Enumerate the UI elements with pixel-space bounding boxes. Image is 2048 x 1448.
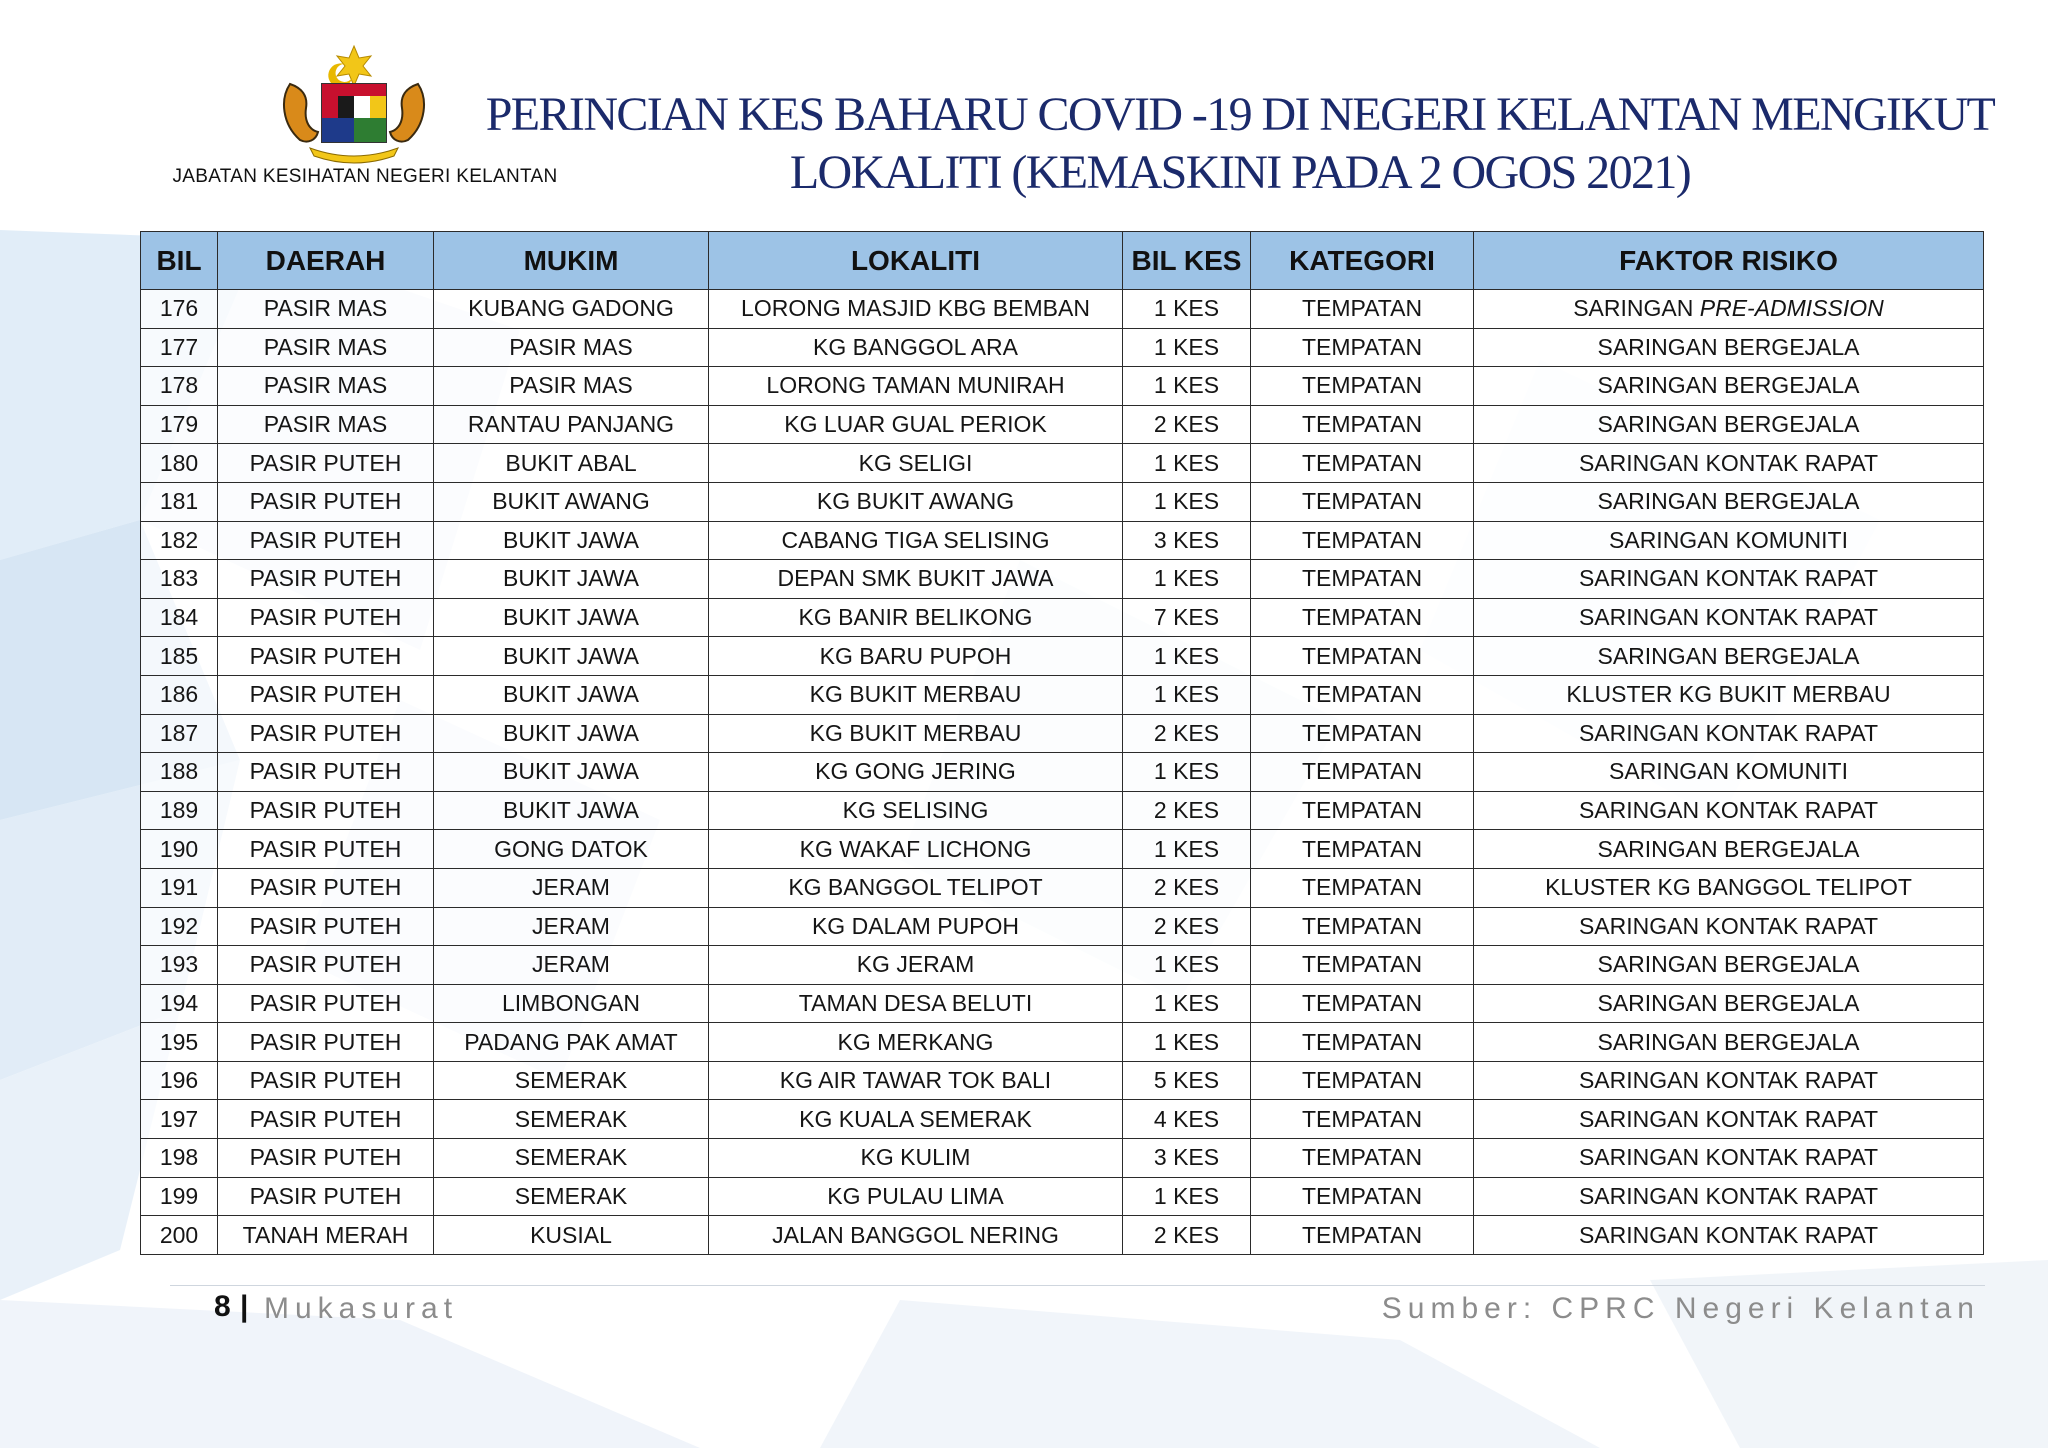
cell-mukim: RANTAU PANJANG [434, 405, 709, 444]
italic-term: PRE-ADMISSION [1699, 295, 1884, 322]
cell-kategori: TEMPATAN [1251, 714, 1474, 753]
cell-mukim: BUKIT JAWA [434, 753, 709, 792]
table-row [141, 367, 1984, 406]
cell-daerah: PASIR PUTEH [218, 637, 434, 676]
cell-lokaliti: KG BANIR BELIKONG [709, 598, 1123, 637]
cell-bil-kes: 2 KES [1123, 868, 1251, 907]
cell-kategori: TEMPATAN [1251, 444, 1474, 483]
cell-bil: 177 [141, 328, 218, 367]
cell-bil-kes: 2 KES [1123, 791, 1251, 830]
cell-bil-kes: 1 KES [1123, 1023, 1251, 1062]
cell-daerah: PASIR MAS [218, 367, 434, 406]
cell-faktor-risiko: SARINGAN KONTAK RAPAT [1474, 1177, 1984, 1216]
cases-table [140, 231, 1984, 1255]
cell-daerah: PASIR PUTEH [218, 1023, 434, 1062]
cell-mukim: BUKIT AWANG [434, 482, 709, 521]
cell-faktor-risiko: SARINGAN BERGEJALA [1474, 830, 1984, 869]
cell-bil-kes: 5 KES [1123, 1061, 1251, 1100]
table-row [141, 753, 1984, 792]
cell-bil: 191 [141, 868, 218, 907]
cell-kategori: TEMPATAN [1251, 1100, 1474, 1139]
cell-bil: 182 [141, 521, 218, 560]
cell-mukim: JERAM [434, 868, 709, 907]
column-header: BIL [141, 232, 218, 290]
cell-bil: 189 [141, 791, 218, 830]
malaysia-coat-of-arms-icon [270, 44, 438, 164]
table-header-row [141, 232, 1984, 290]
column-header: DAERAH [218, 232, 434, 290]
cell-faktor-risiko: SARINGAN KONTAK RAPAT [1474, 444, 1984, 483]
cell-mukim: SEMERAK [434, 1139, 709, 1178]
cell-bil-kes: 1 KES [1123, 482, 1251, 521]
cell-lokaliti: KG MERKANG [709, 1023, 1123, 1062]
cell-bil: 193 [141, 946, 218, 985]
cell-bil: 183 [141, 560, 218, 599]
cell-faktor-risiko: SARINGAN KONTAK RAPAT [1474, 598, 1984, 637]
cell-mukim: KUSIAL [434, 1216, 709, 1255]
cell-mukim: SEMERAK [434, 1061, 709, 1100]
cell-lokaliti: KG KULIM [709, 1139, 1123, 1178]
cell-faktor-risiko: SARINGAN BERGEJALA [1474, 1023, 1984, 1062]
cell-daerah: PASIR PUTEH [218, 1061, 434, 1100]
cell-faktor-risiko: SARINGAN KOMUNITI [1474, 753, 1984, 792]
cell-mukim: SEMERAK [434, 1177, 709, 1216]
cell-daerah: PASIR PUTEH [218, 598, 434, 637]
cell-daerah: PASIR MAS [218, 290, 434, 329]
cell-bil-kes: 1 KES [1123, 830, 1251, 869]
cell-mukim: BUKIT JAWA [434, 637, 709, 676]
cell-lokaliti: KG KUALA SEMERAK [709, 1100, 1123, 1139]
cell-kategori: TEMPATAN [1251, 830, 1474, 869]
cell-bil-kes: 1 KES [1123, 984, 1251, 1023]
table-row [141, 560, 1984, 599]
cell-mukim: JERAM [434, 907, 709, 946]
table-row [141, 984, 1984, 1023]
table-row [141, 1216, 1984, 1255]
cell-mukim: KUBANG GADONG [434, 290, 709, 329]
cell-kategori: TEMPATAN [1251, 1216, 1474, 1255]
title-line-1: PERINCIAN KES BAHARU COVID -19 DI NEGERI KELANTAN MENGIKUT [485, 88, 1995, 141]
table-row [141, 830, 1984, 869]
cell-mukim: BUKIT JAWA [434, 598, 709, 637]
page-title [470, 86, 2010, 202]
cell-lokaliti: LORONG TAMAN MUNIRAH [709, 367, 1123, 406]
cell-kategori: TEMPATAN [1251, 946, 1474, 985]
cell-bil: 192 [141, 907, 218, 946]
cell-bil: 186 [141, 675, 218, 714]
cell-bil-kes: 1 KES [1123, 444, 1251, 483]
cell-daerah: PASIR PUTEH [218, 1177, 434, 1216]
cell-lokaliti: LORONG MASJID KBG BEMBAN [709, 290, 1123, 329]
cell-faktor-risiko: SARINGAN BERGEJALA [1474, 405, 1984, 444]
cell-mukim: BUKIT JAWA [434, 675, 709, 714]
column-header: FAKTOR RISIKO [1474, 232, 1984, 290]
column-header: BIL KES [1123, 232, 1251, 290]
table-row [141, 637, 1984, 676]
cell-bil: 197 [141, 1100, 218, 1139]
cell-bil: 199 [141, 1177, 218, 1216]
cell-lokaliti: KG BANGGOL ARA [709, 328, 1123, 367]
cell-faktor-risiko: SARINGAN KONTAK RAPAT [1474, 791, 1984, 830]
cell-faktor-risiko: SARINGAN KONTAK RAPAT [1474, 714, 1984, 753]
cell-mukim: BUKIT JAWA [434, 560, 709, 599]
cell-mukim: PASIR MAS [434, 367, 709, 406]
cell-daerah: TANAH MERAH [218, 1216, 434, 1255]
table-row [141, 714, 1984, 753]
cell-bil-kes: 2 KES [1123, 907, 1251, 946]
cell-kategori: TEMPATAN [1251, 753, 1474, 792]
cell-bil: 180 [141, 444, 218, 483]
cell-lokaliti: KG BUKIT MERBAU [709, 714, 1123, 753]
cell-bil-kes: 1 KES [1123, 560, 1251, 599]
cell-daerah: PASIR PUTEH [218, 1100, 434, 1139]
cell-kategori: TEMPATAN [1251, 1177, 1474, 1216]
cell-faktor-risiko: SARINGAN BERGEJALA [1474, 482, 1984, 521]
table-row [141, 946, 1984, 985]
cell-faktor-risiko: SARINGAN BERGEJALA [1474, 328, 1984, 367]
cell-kategori: TEMPATAN [1251, 367, 1474, 406]
table-row [141, 328, 1984, 367]
cell-faktor-risiko: SARINGAN BERGEJALA [1474, 946, 1984, 985]
cases-table-container [140, 231, 1984, 1255]
cell-faktor-risiko: SARINGAN PRE-ADMISSION [1474, 290, 1984, 329]
cell-bil-kes: 1 KES [1123, 946, 1251, 985]
cell-lokaliti: KG AIR TAWAR TOK BALI [709, 1061, 1123, 1100]
column-header: KATEGORI [1251, 232, 1474, 290]
cell-kategori: TEMPATAN [1251, 868, 1474, 907]
cell-bil: 179 [141, 405, 218, 444]
cell-bil: 187 [141, 714, 218, 753]
cell-lokaliti: TAMAN DESA BELUTI [709, 984, 1123, 1023]
cell-faktor-risiko: SARINGAN KONTAK RAPAT [1474, 1139, 1984, 1178]
cell-daerah: PASIR PUTEH [218, 753, 434, 792]
cell-lokaliti: KG JERAM [709, 946, 1123, 985]
cell-lokaliti: KG LUAR GUAL PERIOK [709, 405, 1123, 444]
cell-bil-kes: 4 KES [1123, 1100, 1251, 1139]
cell-faktor-risiko: SARINGAN KONTAK RAPAT [1474, 1216, 1984, 1255]
cell-kategori: TEMPATAN [1251, 791, 1474, 830]
cell-lokaliti: KG GONG JERING [709, 753, 1123, 792]
cell-lokaliti: KG DALAM PUPOH [709, 907, 1123, 946]
cell-bil: 198 [141, 1139, 218, 1178]
cell-lokaliti: JALAN BANGGOL NERING [709, 1216, 1123, 1255]
cell-bil: 178 [141, 367, 218, 406]
cell-mukim: BUKIT JAWA [434, 521, 709, 560]
agency-name: JABATAN KESIHATAN NEGERI KELANTAN [172, 166, 558, 187]
column-header: LOKALITI [709, 232, 1123, 290]
cell-kategori: TEMPATAN [1251, 1023, 1474, 1062]
table-row [141, 521, 1984, 560]
column-header: MUKIM [434, 232, 709, 290]
cell-daerah: PASIR PUTEH [218, 907, 434, 946]
cell-kategori: TEMPATAN [1251, 598, 1474, 637]
cell-daerah: PASIR PUTEH [218, 868, 434, 907]
cell-daerah: PASIR PUTEH [218, 830, 434, 869]
table-row [141, 868, 1984, 907]
table-row [141, 1177, 1984, 1216]
cell-bil-kes: 2 KES [1123, 714, 1251, 753]
table-row [141, 791, 1984, 830]
cell-bil: 181 [141, 482, 218, 521]
cell-lokaliti: KG WAKAF LICHONG [709, 830, 1123, 869]
cell-kategori: TEMPATAN [1251, 328, 1474, 367]
cell-daerah: PASIR PUTEH [218, 482, 434, 521]
cell-mukim: PASIR MAS [434, 328, 709, 367]
cell-faktor-risiko: SARINGAN KONTAK RAPAT [1474, 907, 1984, 946]
cell-mukim: SEMERAK [434, 1100, 709, 1139]
cell-mukim: LIMBONGAN [434, 984, 709, 1023]
cell-bil: 190 [141, 830, 218, 869]
cell-kategori: TEMPATAN [1251, 290, 1474, 329]
title-line-2: LOKALITI (KEMASKINI PADA 2 OGOS 2021) [789, 146, 1691, 199]
cell-bil: 194 [141, 984, 218, 1023]
cell-daerah: PASIR PUTEH [218, 946, 434, 985]
cell-bil-kes: 3 KES [1123, 521, 1251, 560]
cell-mukim: GONG DATOK [434, 830, 709, 869]
cell-faktor-risiko: SARINGAN KONTAK RAPAT [1474, 1061, 1984, 1100]
cell-lokaliti: KG BUKIT MERBAU [709, 675, 1123, 714]
cell-daerah: PASIR MAS [218, 328, 434, 367]
table-row [141, 482, 1984, 521]
table-row [141, 444, 1984, 483]
cell-mukim: BUKIT JAWA [434, 714, 709, 753]
cell-bil-kes: 1 KES [1123, 637, 1251, 676]
table-row [141, 675, 1984, 714]
cell-mukim: PADANG PAK AMAT [434, 1023, 709, 1062]
cell-lokaliti: KG SELISING [709, 791, 1123, 830]
cell-lokaliti: KG BANGGOL TELIPOT [709, 868, 1123, 907]
cell-kategori: TEMPATAN [1251, 1139, 1474, 1178]
cell-bil-kes: 7 KES [1123, 598, 1251, 637]
table-row [141, 290, 1984, 329]
table-row [141, 1139, 1984, 1178]
cell-bil-kes: 3 KES [1123, 1139, 1251, 1178]
cell-faktor-risiko: SARINGAN KOMUNITI [1474, 521, 1984, 560]
cell-mukim: BUKIT ABAL [434, 444, 709, 483]
cell-bil: 188 [141, 753, 218, 792]
cell-lokaliti: CABANG TIGA SELISING [709, 521, 1123, 560]
cell-bil-kes: 1 KES [1123, 675, 1251, 714]
table-row [141, 598, 1984, 637]
cell-daerah: PASIR PUTEH [218, 791, 434, 830]
cell-lokaliti: KG PULAU LIMA [709, 1177, 1123, 1216]
cell-bil: 176 [141, 290, 218, 329]
cell-bil-kes: 1 KES [1123, 753, 1251, 792]
cell-bil-kes: 1 KES [1123, 367, 1251, 406]
cell-bil: 185 [141, 637, 218, 676]
table-row [141, 1061, 1984, 1100]
cell-faktor-risiko: SARINGAN BERGEJALA [1474, 637, 1984, 676]
cell-kategori: TEMPATAN [1251, 405, 1474, 444]
cell-bil: 196 [141, 1061, 218, 1100]
page-number: 8 [214, 1290, 231, 1323]
cell-bil-kes: 1 KES [1123, 1177, 1251, 1216]
cell-daerah: PASIR PUTEH [218, 521, 434, 560]
cell-faktor-risiko: KLUSTER KG BANGGOL TELIPOT [1474, 868, 1984, 907]
table-body [141, 290, 1984, 1255]
cell-kategori: TEMPATAN [1251, 907, 1474, 946]
cell-faktor-risiko: KLUSTER KG BUKIT MERBAU [1474, 675, 1984, 714]
cell-daerah: PASIR PUTEH [218, 675, 434, 714]
source-credit: Sumber: CPRC Negeri Kelantan [1381, 1292, 1980, 1325]
cell-lokaliti: DEPAN SMK BUKIT JAWA [709, 560, 1123, 599]
cell-faktor-risiko: SARINGAN KONTAK RAPAT [1474, 1100, 1984, 1139]
cell-mukim: BUKIT JAWA [434, 791, 709, 830]
cell-bil: 195 [141, 1023, 218, 1062]
cell-kategori: TEMPATAN [1251, 1061, 1474, 1100]
cell-daerah: PASIR PUTEH [218, 984, 434, 1023]
table-row [141, 405, 1984, 444]
cell-daerah: PASIR PUTEH [218, 444, 434, 483]
cell-mukim: JERAM [434, 946, 709, 985]
cell-bil: 184 [141, 598, 218, 637]
cell-bil-kes: 1 KES [1123, 290, 1251, 329]
page-label: Mukasurat [264, 1292, 459, 1325]
cell-daerah: PASIR PUTEH [218, 714, 434, 753]
cell-bil-kes: 2 KES [1123, 1216, 1251, 1255]
cell-kategori: TEMPATAN [1251, 984, 1474, 1023]
cell-bil-kes: 1 KES [1123, 328, 1251, 367]
cell-kategori: TEMPATAN [1251, 521, 1474, 560]
cell-faktor-risiko: SARINGAN KONTAK RAPAT [1474, 560, 1984, 599]
cell-lokaliti: KG SELIGI [709, 444, 1123, 483]
cell-bil: 200 [141, 1216, 218, 1255]
cell-bil-kes: 2 KES [1123, 405, 1251, 444]
cell-daerah: PASIR MAS [218, 405, 434, 444]
page-separator: | [240, 1290, 249, 1323]
cell-kategori: TEMPATAN [1251, 560, 1474, 599]
cell-daerah: PASIR PUTEH [218, 560, 434, 599]
cell-faktor-risiko: SARINGAN BERGEJALA [1474, 367, 1984, 406]
table-row [141, 1100, 1984, 1139]
cell-lokaliti: KG BARU PUPOH [709, 637, 1123, 676]
table-row [141, 907, 1984, 946]
cell-kategori: TEMPATAN [1251, 637, 1474, 676]
cell-kategori: TEMPATAN [1251, 675, 1474, 714]
cell-faktor-risiko: SARINGAN BERGEJALA [1474, 984, 1984, 1023]
footer-divider [170, 1285, 1985, 1286]
cell-daerah: PASIR PUTEH [218, 1139, 434, 1178]
table-row [141, 1023, 1984, 1062]
cell-kategori: TEMPATAN [1251, 482, 1474, 521]
cell-lokaliti: KG BUKIT AWANG [709, 482, 1123, 521]
